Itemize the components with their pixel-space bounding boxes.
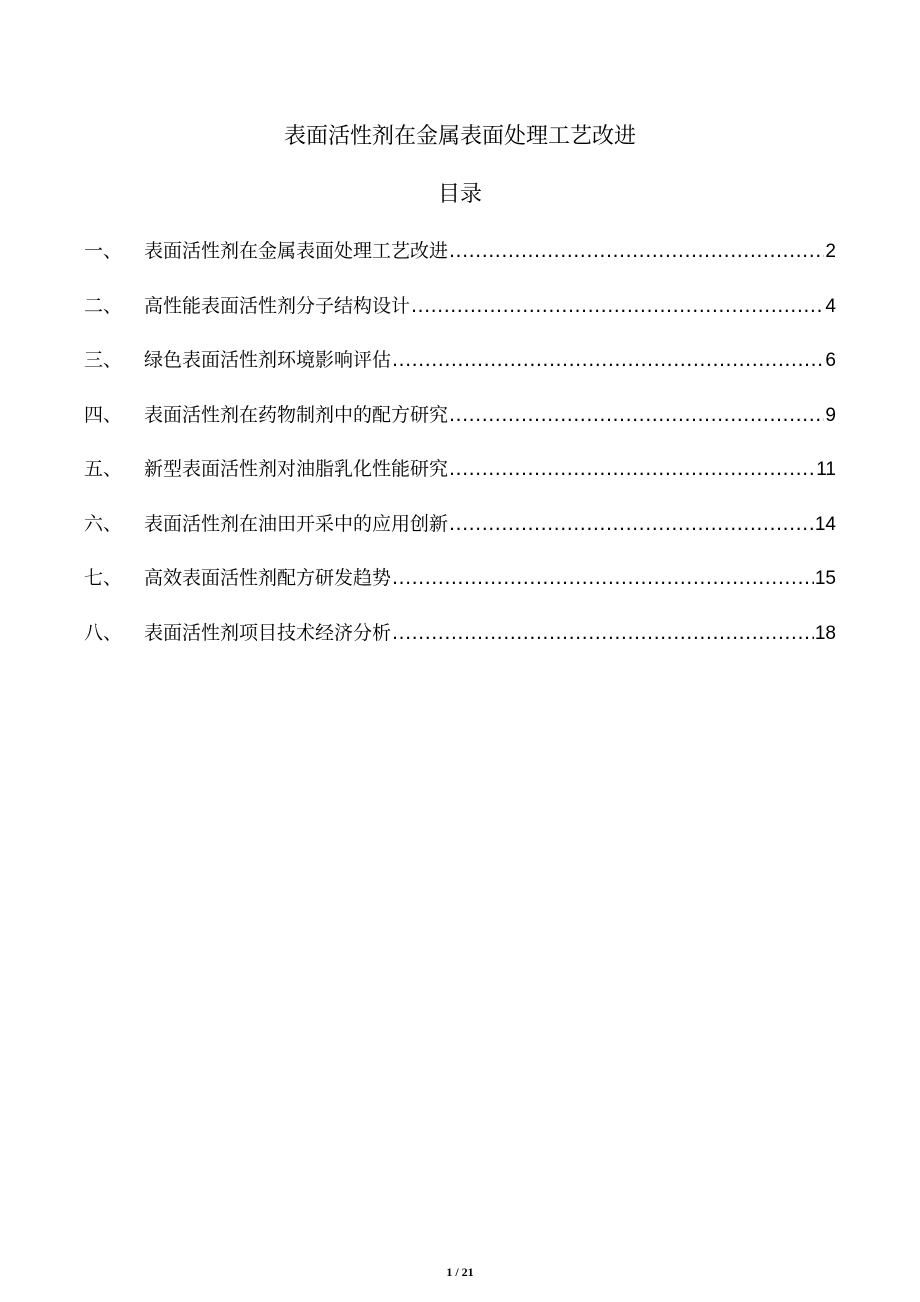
toc-entry-number: 七、 <box>84 567 123 589</box>
toc-entry-page: 2 <box>825 241 836 262</box>
toc-entry-number: 六、 <box>84 512 123 535</box>
toc-entry-title: 绿色表面活性剂环境影响评估 <box>144 349 392 371</box>
toc-entry-number: 二、 <box>84 294 123 317</box>
toc-entry-title: 表面活性剂在油田开采中的应用创新 <box>144 512 449 535</box>
toc-entry-number: 四、 <box>84 403 123 426</box>
toc-entry[interactable] <box>84 289 836 344</box>
toc-entry-title: 新型表面活性剂对油脂乳化性能研究 <box>144 458 449 480</box>
toc-entry-number: 三、 <box>84 349 123 371</box>
toc-dot-leader <box>449 507 814 541</box>
toc-entry[interactable] <box>84 234 836 289</box>
toc-entry[interactable] <box>84 343 836 398</box>
page-number: 1 / 21 <box>446 1265 474 1279</box>
toc-entry[interactable] <box>84 398 836 453</box>
toc-entry-page: 9 <box>825 404 836 426</box>
toc-entry-page: 4 <box>825 295 836 317</box>
toc-entry-title: 高性能表面活性剂分子结构设计 <box>144 294 411 317</box>
toc-entry-page: 6 <box>825 350 836 371</box>
document-title: 表面活性剂在金属表面处理工艺改进 <box>283 124 636 149</box>
toc-entry-page: 11 <box>816 459 836 480</box>
toc-dot-leader <box>392 616 814 650</box>
toc-heading: 目录 <box>437 182 482 207</box>
toc-dot-leader <box>392 343 824 377</box>
toc-entry[interactable] <box>84 561 836 616</box>
toc-dot-leader <box>449 452 815 486</box>
toc-entry-number: 五、 <box>84 458 123 480</box>
toc-entry-page: 15 <box>814 568 836 589</box>
toc-dot-leader <box>411 289 824 323</box>
toc-dot-leader <box>449 398 824 432</box>
toc-entry-title: 表面活性剂项目技术经济分析 <box>144 621 392 644</box>
toc-entry[interactable] <box>84 452 836 507</box>
toc-entry-title: 表面活性剂在药物制剂中的配方研究 <box>144 403 449 426</box>
toc-entry-number: 八、 <box>84 621 123 644</box>
toc-dot-leader <box>392 561 814 595</box>
toc-entry-number: 一、 <box>84 240 123 262</box>
toc-entry-page: 14 <box>814 513 836 535</box>
toc-entry-title: 表面活性剂在金属表面处理工艺改进 <box>144 240 449 262</box>
toc-dot-leader <box>449 234 824 268</box>
toc-entry-title: 高效表面活性剂配方研发趋势 <box>144 567 392 589</box>
table-of-contents <box>84 234 836 670</box>
toc-entry[interactable] <box>84 507 836 562</box>
toc-entry-page: 18 <box>814 622 836 644</box>
toc-entry[interactable] <box>84 616 836 671</box>
